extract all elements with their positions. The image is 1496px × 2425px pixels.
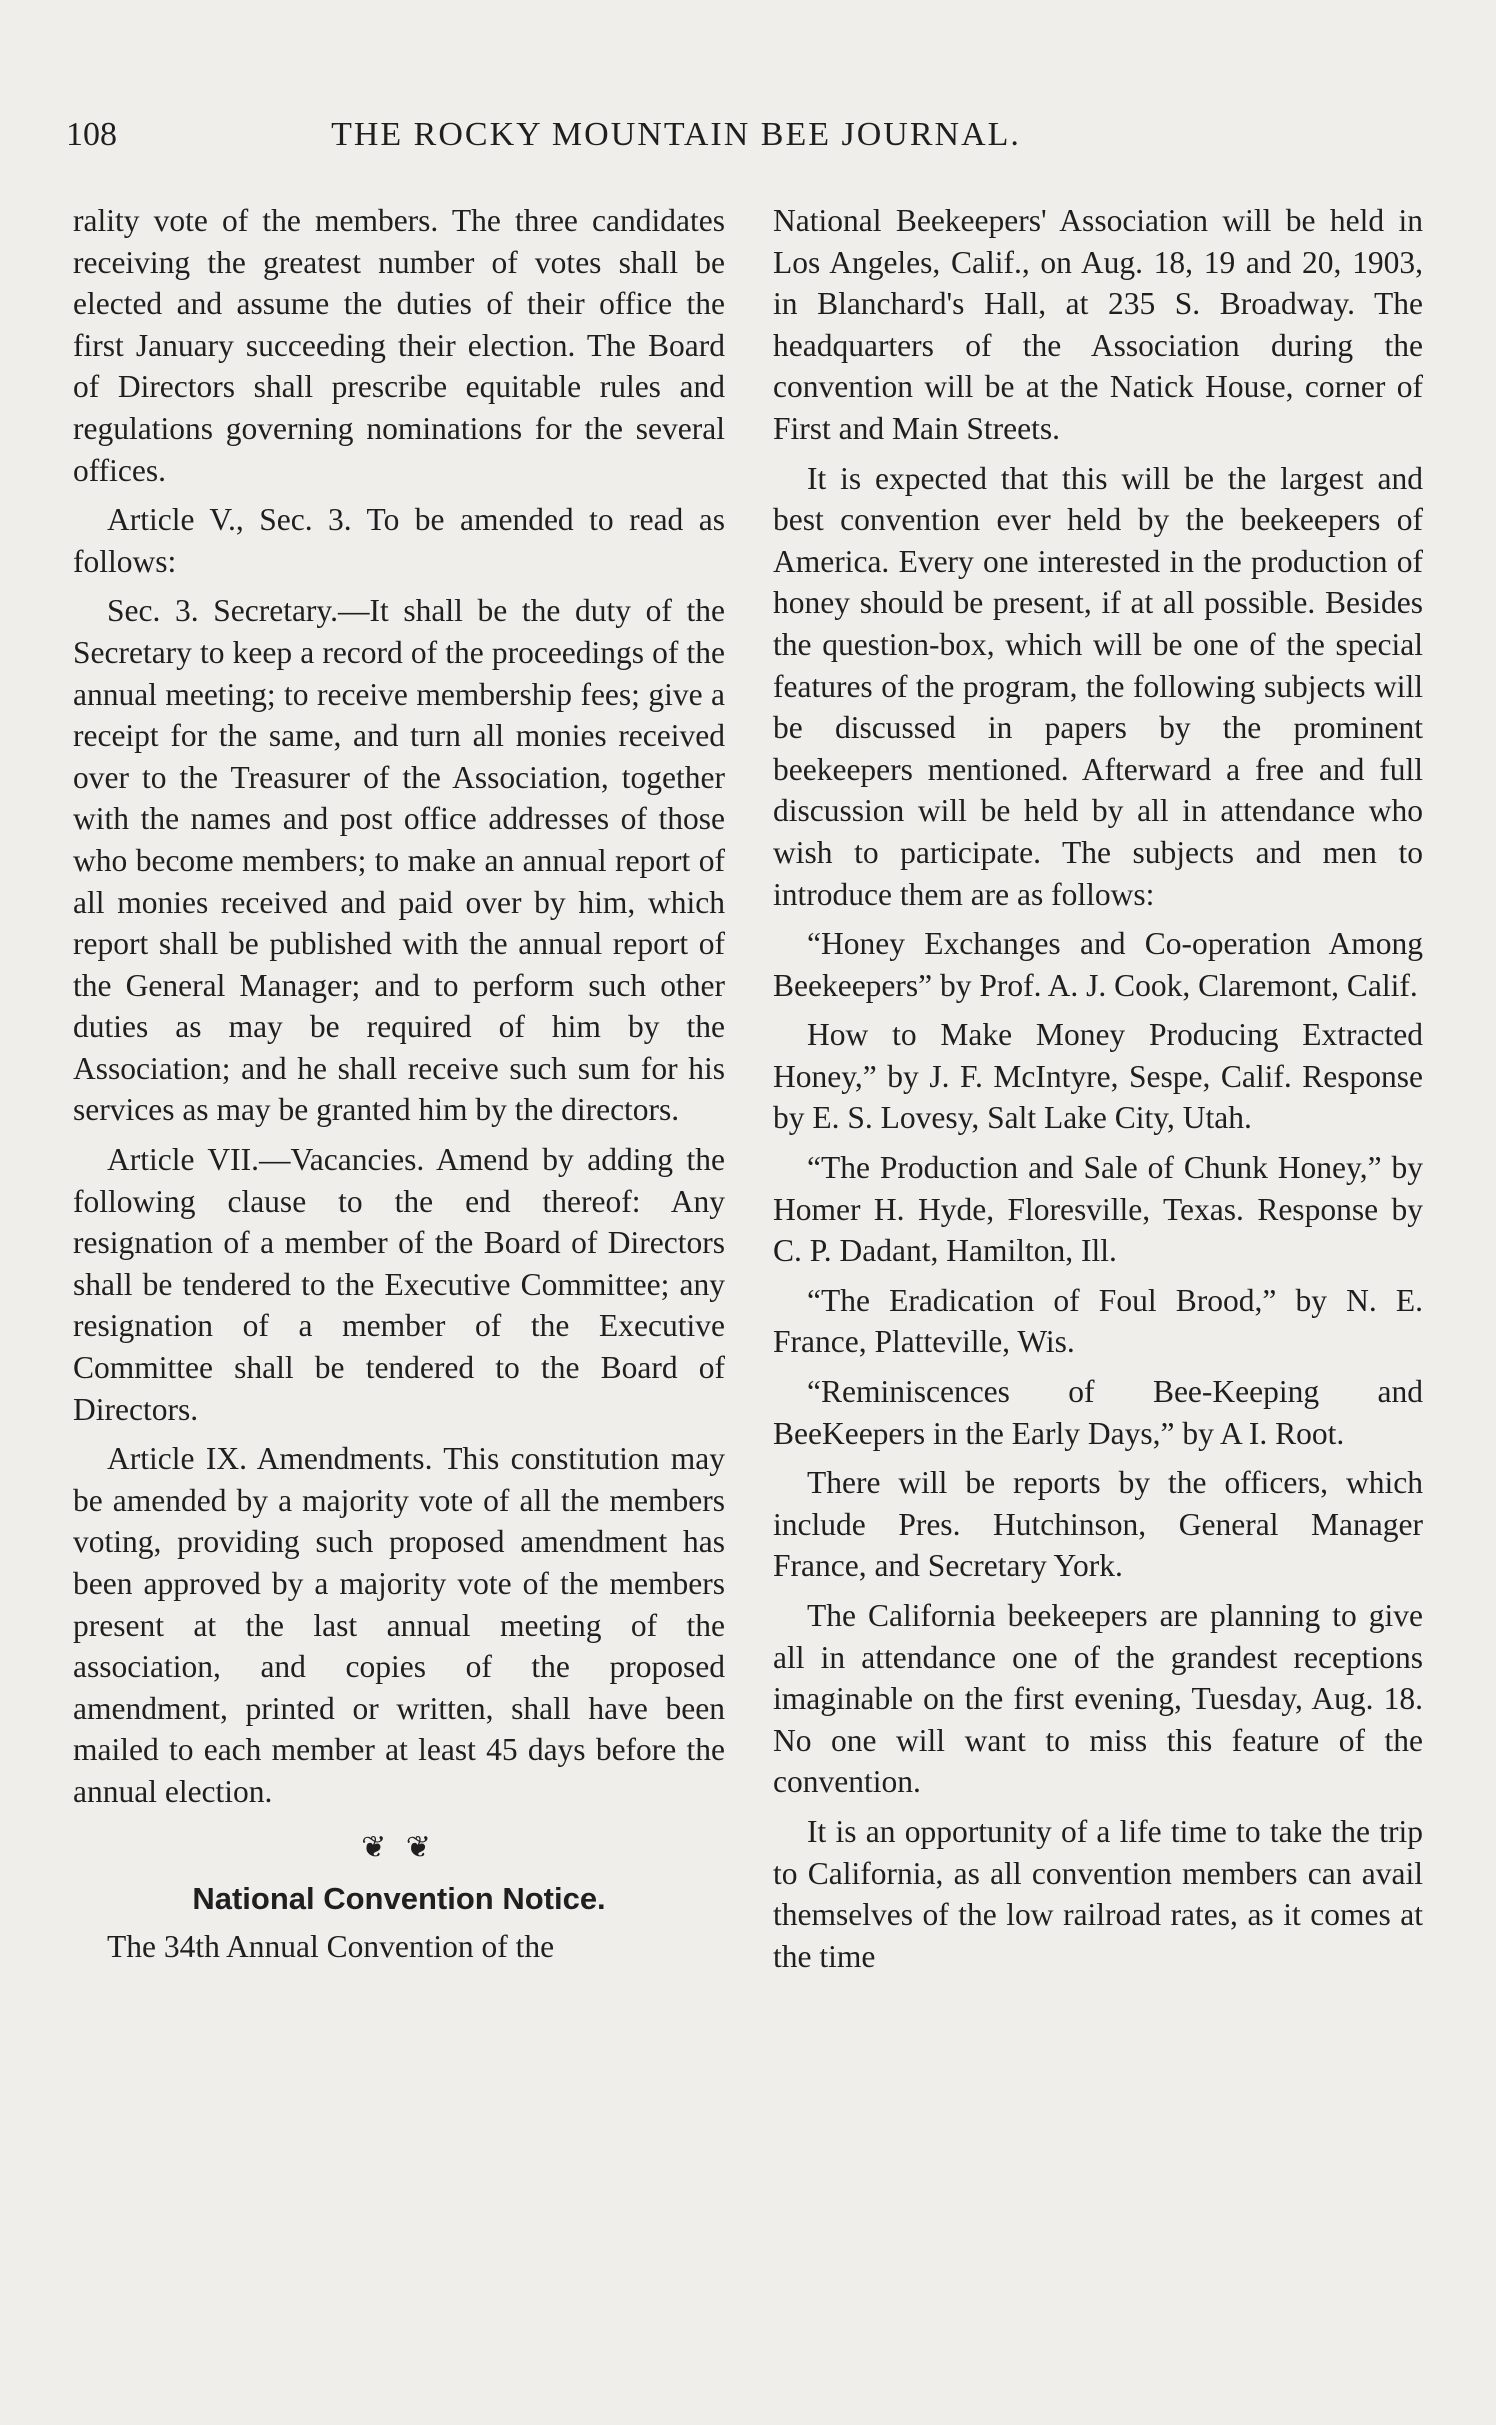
- paragraph: It is an opportunity of a life time to take the trip to California, as all convention members can avail themselves of the low railroad rates, as it comes at the time: [773, 1813, 1423, 1974]
- paragraph: Article VII.—Vacancies. Amend by adding the following clause to the end thereof: Any resignation of a member of the Board of Directors shall be tendered to the Executive Committee; any resignation of a member of the Executive Committee shall be tendered to the Board of Directors.: [73, 1142, 725, 1427]
- paragraph: “Reminiscences of Bee-Keeping and BeeKeepers in the Early Days,” by A I. Root.: [773, 1374, 1423, 1451]
- paragraph: Article IX. Amendments. This constitution may be amended by a majority vote of all the members voting, providing such proposed amendment has been approved by a majority vote of the members present at the last annual meeting of the association, and copies of the proposed amendment, printed or written, shall have been mailed to each member at least 45 days before the annual election.: [73, 1441, 725, 1809]
- running-title: THE ROCKY MOUNTAIN BEE JOURNAL.: [331, 116, 1021, 153]
- fleuron-ornament-icon: ❦ ❦: [361, 1830, 437, 1864]
- paragraph: “Honey Exchanges and Co-operation Among Beekeepers” by Prof. A. J. Cook, Claremont, Calif.: [773, 926, 1423, 1003]
- paragraph: Article V., Sec. 3. To be amended to read as follows:: [73, 502, 725, 579]
- right-column: [773, 200, 1423, 1977]
- paragraph: “The Production and Sale of Chunk Honey,” by Homer H. Hyde, Floresville, Texas. Response by C. P. Dadant, Hamilton, Ill.: [773, 1150, 1423, 1269]
- paragraph: The California beekeepers are planning to give all in attendance one of the grandest receptions imaginable on the first evening, Tuesday, Aug. 18. No one will want to miss this feature of the convention.: [773, 1598, 1423, 1800]
- section-heading: National Convention Notice.: [192, 1881, 606, 1917]
- paragraph: How to Make Money Producing Extracted Honey,” by J. F. McIntyre, Sespe, Calif. Response by E. S. Lovesy, Salt Lake City, Utah.: [773, 1017, 1423, 1136]
- page-number: 108: [66, 116, 117, 153]
- page-header: [66, 116, 1126, 166]
- paragraph: The 34th Annual Convention of the: [107, 1928, 555, 1964]
- paragraph: There will be reports by the officers, which include Pres. Hutchinson, General Manager France, and Secretary York.: [773, 1465, 1423, 1584]
- paragraph: “The Eradication of Foul Brood,” by N. E. France, Platteville, Wis.: [773, 1282, 1423, 1360]
- left-column: [73, 200, 725, 1967]
- paragraph: It is expected that this will be the largest and best convention ever held by the beekeepers of America. Every one interested in the production of honey should be present, if at all possible. Besides the question-box, which will be one of the special features of the program, the following subjects will be discussed in papers by the prominent beekeepers mentioned. Afterward a free and full discussion will be held by all in attendance who wish to participate. The subjects and men to introduce them are as follows:: [773, 460, 1423, 912]
- paragraph: rality vote of the members. The three candidates receiving the greatest number of votes shall be elected and assume the duties of their office the first January succeeding their election. The Board of Directors shall prescribe equitable rules and regulations governing nominations for the several offices.: [73, 203, 725, 488]
- paragraph: National Beekeepers' Association will be held in Los Angeles, Calif., on Aug. 18, 19 and 20, 1903, in Blanchard's Hall, at 235 S. Broadway. The headquarters of the Association during the convention will be at the Natick House, corner of First and Main Streets.: [773, 203, 1423, 446]
- paragraph: Sec. 3. Secretary.—It shall be the duty of the Secretary to keep a record of the proceedings of the annual meeting; to receive membership fees; give a receipt for the same, and turn all monies received over to the Treasurer of the Association, together with the names and post office addresses of those who become members; to make an annual report of all monies received and paid over by him, which report shall be published with the annual report of the General Manager; and to perform such other duties as may be required of him by the Association; and he shall receive such sum for his services as may be granted him by the directors.: [73, 593, 725, 1128]
